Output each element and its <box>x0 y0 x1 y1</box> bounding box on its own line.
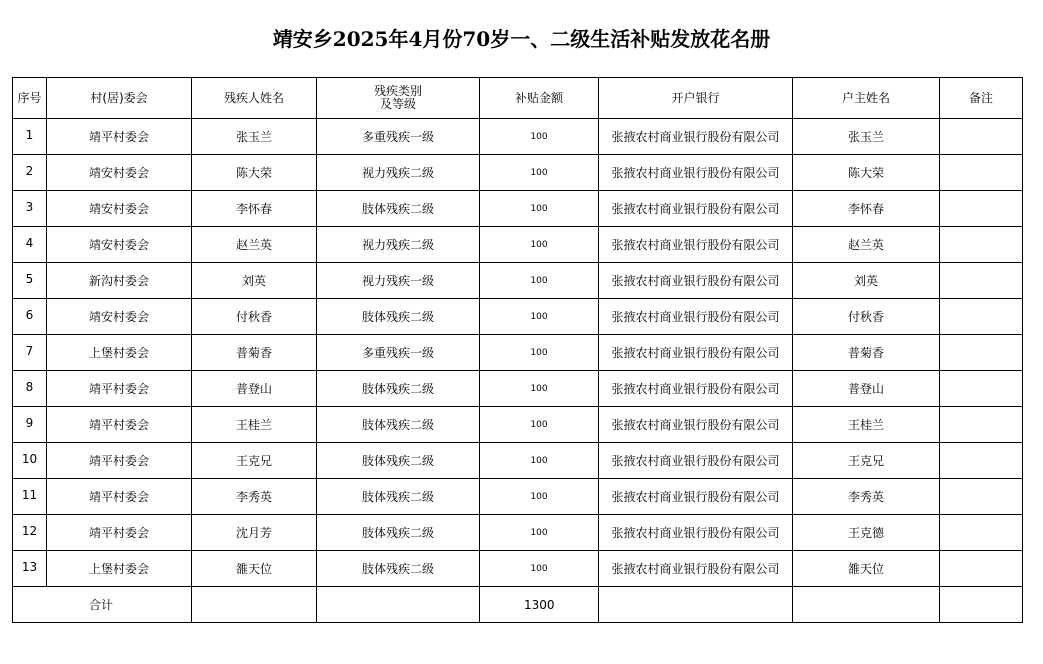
cell-committee: 靖安村委会 <box>47 155 192 191</box>
cell-category: 视力残疾一级 <box>317 263 480 299</box>
cell-category: 肢体残疾二级 <box>317 407 480 443</box>
cell-category: 肢体残疾二级 <box>317 515 480 551</box>
col-header-bank: 开户银行 <box>599 78 793 119</box>
cell-name: 王克兄 <box>192 443 317 479</box>
cell-category: 肢体残疾二级 <box>317 299 480 335</box>
cell-name: 付秋香 <box>192 299 317 335</box>
cell-bank: 张掖农村商业银行股份有限公司 <box>599 335 793 371</box>
cell-committee: 靖平村委会 <box>47 515 192 551</box>
cell-name: 李秀英 <box>192 479 317 515</box>
cell-category: 肢体残疾二级 <box>317 479 480 515</box>
cell-name: 陈大荣 <box>192 155 317 191</box>
cell-category: 视力残疾二级 <box>317 227 480 263</box>
table-row <box>13 119 1023 155</box>
col-header-amount: 补贴金额 <box>480 78 599 119</box>
col-header-category-line2: 及等级 <box>379 97 416 111</box>
cell-seq: 4 <box>13 227 47 263</box>
cell-category: 肢体残疾二级 <box>317 191 480 227</box>
cell-committee: 上堡村委会 <box>47 551 192 587</box>
cell-remark <box>940 155 1023 191</box>
cell-householder: 张玉兰 <box>793 119 940 155</box>
cell-committee: 靖平村委会 <box>47 119 192 155</box>
cell-bank: 张掖农村商业银行股份有限公司 <box>599 119 793 155</box>
cell-name: 刘英 <box>192 263 317 299</box>
cell-householder: 李怀春 <box>793 191 940 227</box>
cell-remark <box>940 191 1023 227</box>
cell-amount: 100 <box>480 443 599 479</box>
cell-name: 张玉兰 <box>192 119 317 155</box>
cell-name: 沈月芳 <box>192 515 317 551</box>
cell-category: 肢体残疾二级 <box>317 443 480 479</box>
cell-committee: 靖平村委会 <box>47 407 192 443</box>
cell-bank: 张掖农村商业银行股份有限公司 <box>599 263 793 299</box>
total-label: 合计 <box>13 587 192 623</box>
cell-committee: 上堡村委会 <box>47 335 192 371</box>
table-row <box>13 263 1023 299</box>
cell-seq: 9 <box>13 407 47 443</box>
cell-amount: 100 <box>480 191 599 227</box>
cell-amount: 100 <box>480 515 599 551</box>
cell-bank: 张掖农村商业银行股份有限公司 <box>599 479 793 515</box>
cell-amount: 100 <box>480 407 599 443</box>
cell-bank: 张掖农村商业银行股份有限公司 <box>599 407 793 443</box>
cell-householder: 付秋香 <box>793 299 940 335</box>
cell-householder: 普菊香 <box>793 335 940 371</box>
cell-amount: 100 <box>480 263 599 299</box>
cell-category: 多重残疾一级 <box>317 119 480 155</box>
cell-name: 李怀春 <box>192 191 317 227</box>
cell-seq: 2 <box>13 155 47 191</box>
cell-seq: 3 <box>13 191 47 227</box>
cell-name: 赵兰英 <box>192 227 317 263</box>
col-header-remark: 备注 <box>940 78 1023 119</box>
cell-category: 视力残疾二级 <box>317 155 480 191</box>
cell-seq: 6 <box>13 299 47 335</box>
cell-seq: 8 <box>13 371 47 407</box>
cell-bank: 张掖农村商业银行股份有限公司 <box>599 227 793 263</box>
cell-householder: 王桂兰 <box>793 407 940 443</box>
document-title: 靖安乡2025年4月份70岁一、二级生活补贴发放花名册 <box>272 27 771 51</box>
total-amount: 1300 <box>480 587 599 623</box>
cell-bank: 张掖农村商业银行股份有限公司 <box>599 515 793 551</box>
cell-amount: 100 <box>480 479 599 515</box>
cell-seq: 5 <box>13 263 47 299</box>
cell-householder: 陈大荣 <box>793 155 940 191</box>
total-empty-category <box>317 587 480 623</box>
cell-amount: 100 <box>480 335 599 371</box>
table-row <box>13 191 1023 227</box>
total-empty-householder <box>793 587 940 623</box>
col-header-seq: 序号 <box>13 78 47 119</box>
cell-name: 普登山 <box>192 371 317 407</box>
cell-householder: 雒天位 <box>793 551 940 587</box>
col-header-name: 残疾人姓名 <box>192 78 317 119</box>
cell-householder: 刘英 <box>793 263 940 299</box>
cell-bank: 张掖农村商业银行股份有限公司 <box>599 191 793 227</box>
cell-committee: 靖平村委会 <box>47 371 192 407</box>
cell-bank: 张掖农村商业银行股份有限公司 <box>599 443 793 479</box>
table-row <box>13 407 1023 443</box>
cell-householder: 王克德 <box>793 515 940 551</box>
table-row <box>13 155 1023 191</box>
table-row <box>13 227 1023 263</box>
total-row <box>13 587 1023 623</box>
cell-committee: 新沟村委会 <box>47 263 192 299</box>
roster-table <box>12 77 1023 623</box>
cell-amount: 100 <box>480 155 599 191</box>
cell-amount: 100 <box>480 299 599 335</box>
total-empty-bank <box>599 587 793 623</box>
col-header-category <box>317 78 480 119</box>
table-header-row <box>13 78 1023 119</box>
cell-committee: 靖平村委会 <box>47 443 192 479</box>
cell-category: 肢体残疾二级 <box>317 371 480 407</box>
cell-seq: 7 <box>13 335 47 371</box>
table-row <box>13 299 1023 335</box>
cell-householder: 赵兰英 <box>793 227 940 263</box>
col-header-category-line1: 残疾类别 <box>373 84 422 98</box>
cell-category: 多重残疾一级 <box>317 335 480 371</box>
col-header-committee: 村(居)委会 <box>47 78 192 119</box>
col-header-householder: 户主姓名 <box>793 78 940 119</box>
total-empty-name <box>192 587 317 623</box>
cell-bank: 张掖农村商业银行股份有限公司 <box>599 299 793 335</box>
cell-amount: 100 <box>480 551 599 587</box>
cell-remark <box>940 227 1023 263</box>
cell-name: 王桂兰 <box>192 407 317 443</box>
cell-remark <box>940 443 1023 479</box>
cell-bank: 张掖农村商业银行股份有限公司 <box>599 551 793 587</box>
table-row <box>13 479 1023 515</box>
cell-remark <box>940 515 1023 551</box>
cell-bank: 张掖农村商业银行股份有限公司 <box>599 155 793 191</box>
cell-committee: 靖安村委会 <box>47 227 192 263</box>
table-row <box>13 371 1023 407</box>
cell-remark <box>940 299 1023 335</box>
total-empty-remark <box>940 587 1023 623</box>
cell-seq: 1 <box>13 119 47 155</box>
table-row <box>13 335 1023 371</box>
cell-amount: 100 <box>480 371 599 407</box>
cell-remark <box>940 551 1023 587</box>
table-row <box>13 551 1023 587</box>
cell-seq: 12 <box>13 515 47 551</box>
cell-seq: 11 <box>13 479 47 515</box>
cell-householder: 李秀英 <box>793 479 940 515</box>
cell-remark <box>940 407 1023 443</box>
cell-committee: 靖安村委会 <box>47 191 192 227</box>
cell-name: 雒天位 <box>192 551 317 587</box>
cell-householder: 王克兄 <box>793 443 940 479</box>
cell-committee: 靖平村委会 <box>47 479 192 515</box>
cell-seq: 13 <box>13 551 47 587</box>
cell-remark <box>940 263 1023 299</box>
cell-amount: 100 <box>480 227 599 263</box>
cell-householder: 普登山 <box>793 371 940 407</box>
table-row <box>13 515 1023 551</box>
cell-bank: 张掖农村商业银行股份有限公司 <box>599 371 793 407</box>
cell-remark <box>940 119 1023 155</box>
cell-remark <box>940 479 1023 515</box>
cell-remark <box>940 371 1023 407</box>
cell-name: 普菊香 <box>192 335 317 371</box>
cell-committee: 靖安村委会 <box>47 299 192 335</box>
cell-amount: 100 <box>480 119 599 155</box>
cell-remark <box>940 335 1023 371</box>
cell-category: 肢体残疾二级 <box>317 551 480 587</box>
cell-seq: 10 <box>13 443 47 479</box>
table-row <box>13 443 1023 479</box>
